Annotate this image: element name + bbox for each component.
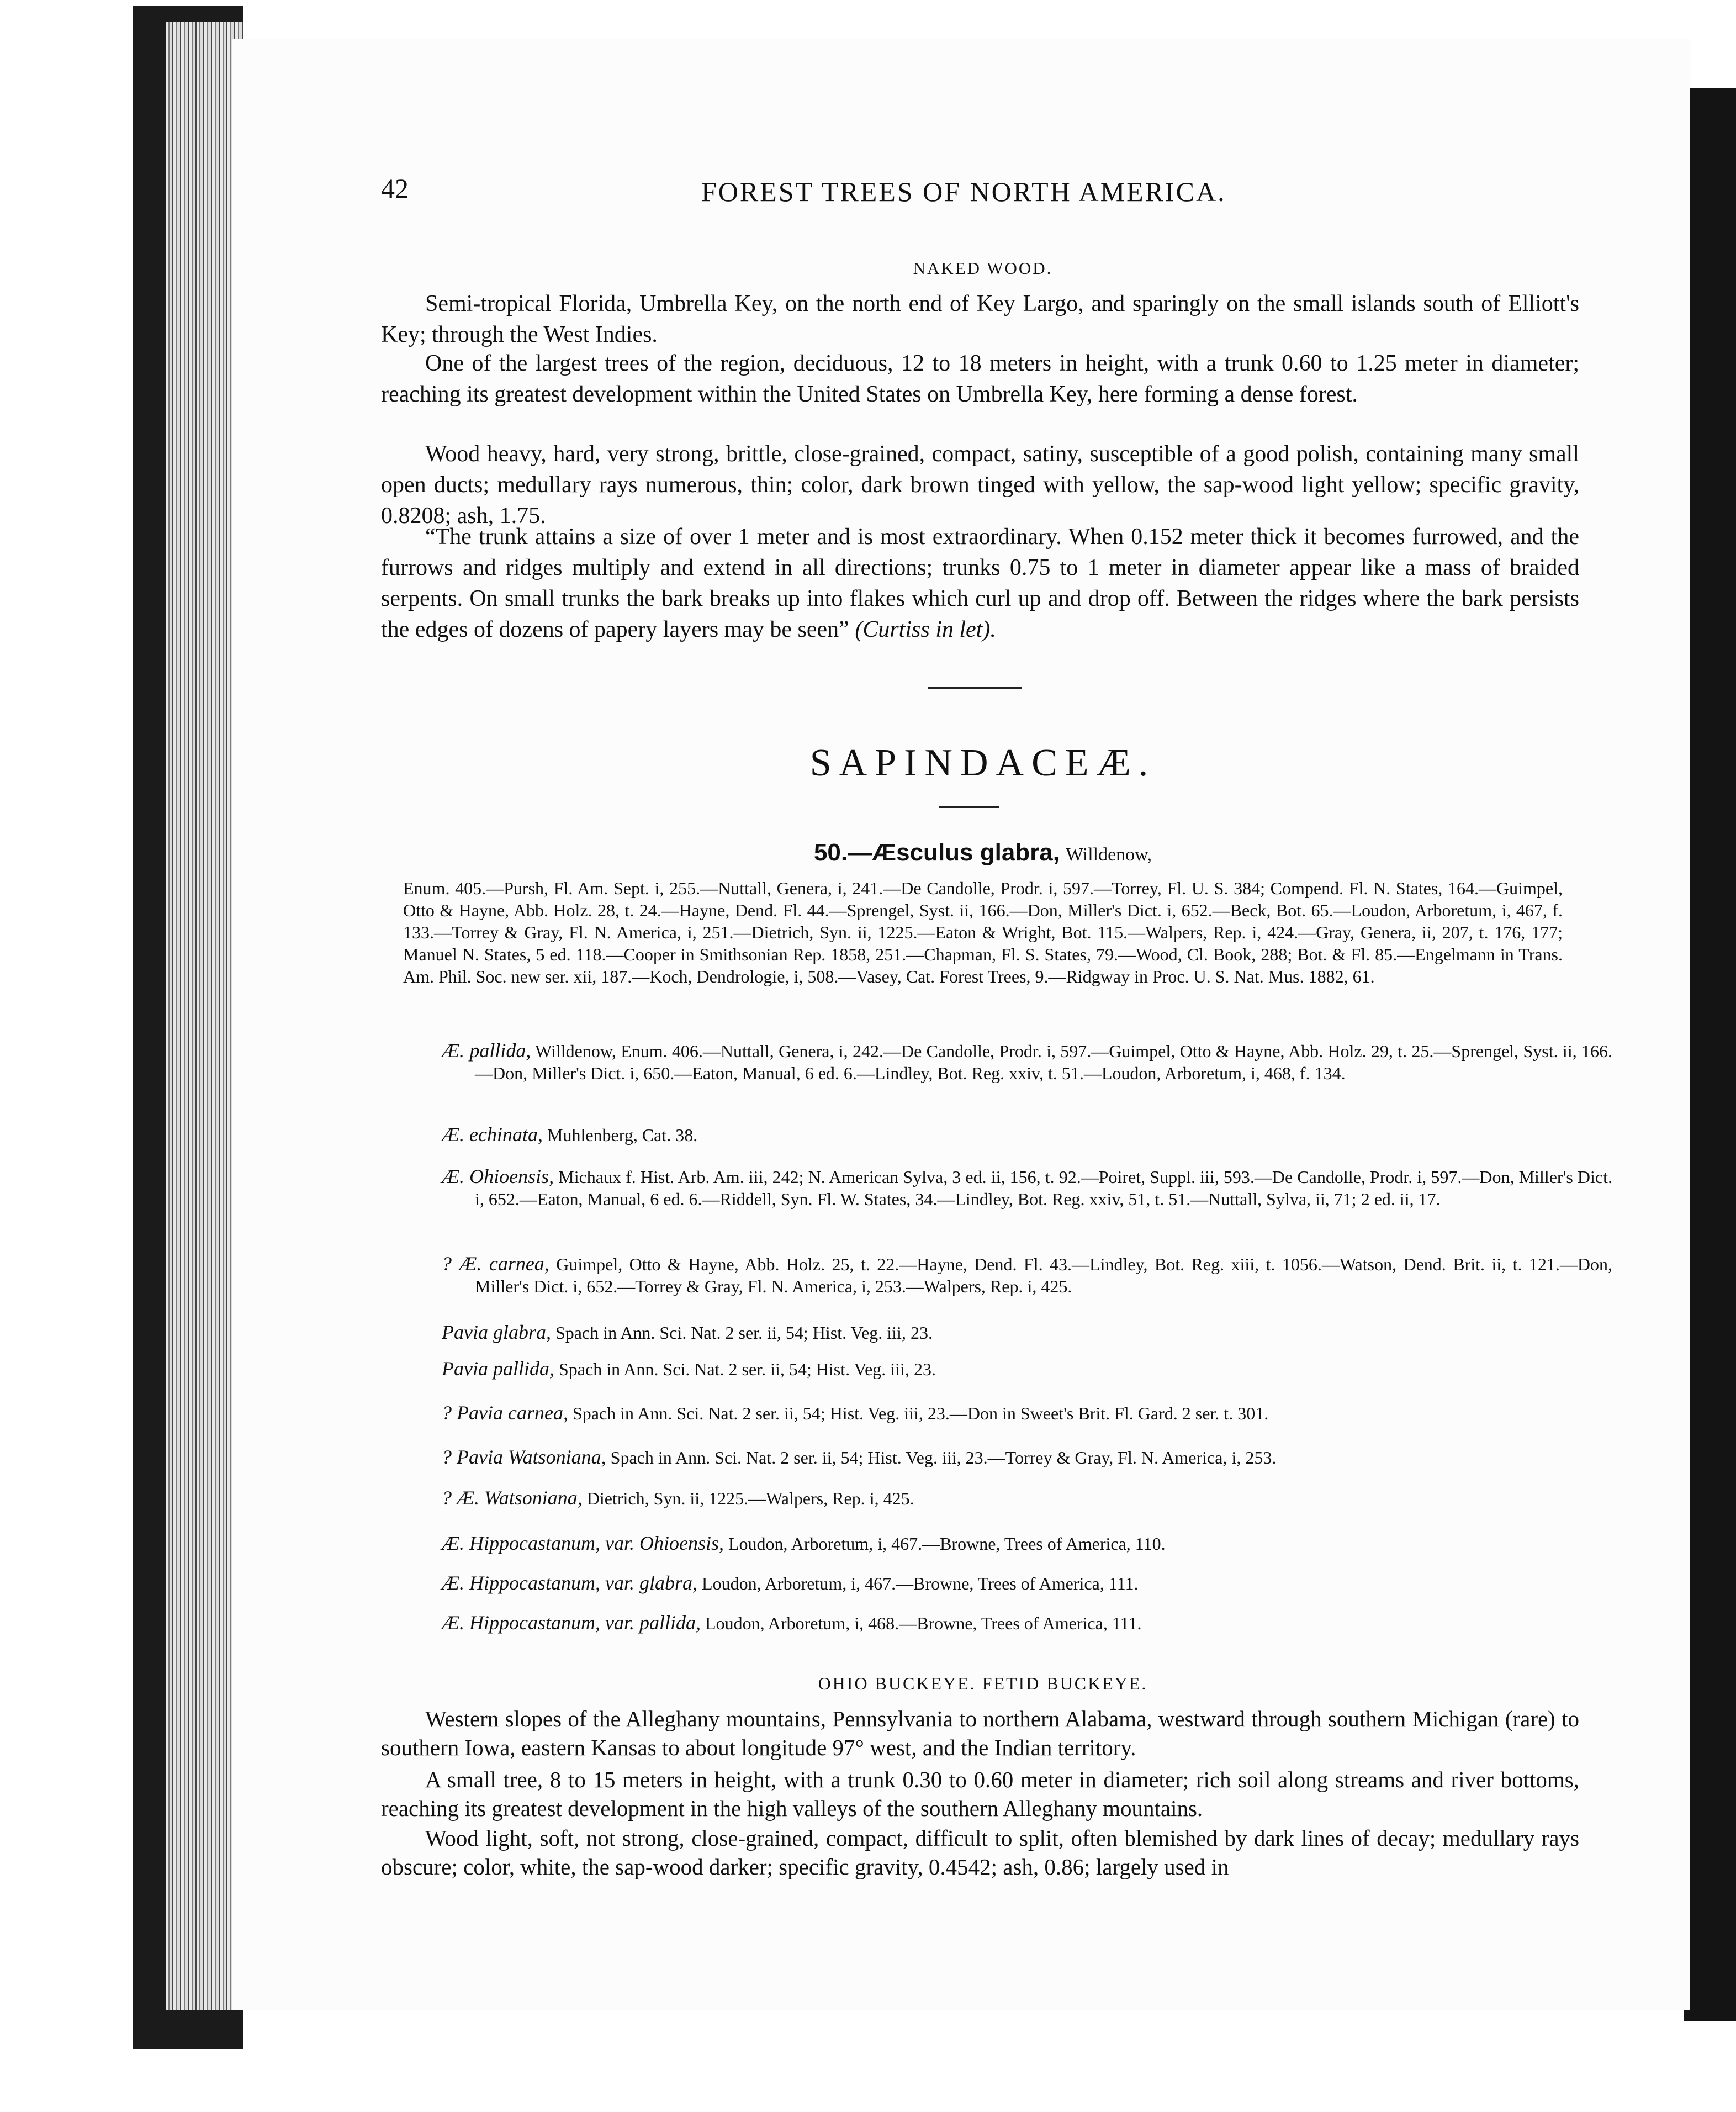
- paragraph-quote: [381, 521, 1579, 645]
- synonym-entry: [442, 1402, 1579, 1424]
- family-heading: SAPINDACEÆ.: [809, 742, 1156, 784]
- synonym-citation: Willdenow, Enum. 406.—Nuttall, Genera, i, 242.—De Candolle, Prodr. i, 597.—Guimpel, Otto & Hayne, Abb. Holz. 29, t. 25.—Sprengel, Syst. ii, 166.—Don, Miller's Dict. i, 650.—Eaton, Manual, 6 ed. 6.—Lindley, Bot. Reg. xxiv, t. 51.—Loudon, Arboretum, i, 468, f. 134.: [475, 1041, 1613, 1083]
- synonym-entry: [442, 1572, 1579, 1594]
- synonym-name: ? Æ. carnea,: [442, 1253, 549, 1275]
- paragraph-text: Wood light, soft, not strong, close-grained, compact, difficult to split, often blemished by dark lines of decay; medullary rays obscure; color, white, the sap-wood darker; specific gravity, 0.4542; ash, 0.86; largely used in: [381, 1825, 1579, 1879]
- synonym-entry: [442, 1446, 1579, 1469]
- paragraph-description: [381, 348, 1579, 410]
- synonym-entry: [442, 1487, 1579, 1509]
- synonym-name: Æ. Hippocastanum, var. pallida,: [442, 1612, 701, 1634]
- species-number-name: 50.—Æsculus glabra,: [813, 839, 1060, 866]
- synonym-citation: Loudon, Arboretum, i, 467.—Browne, Trees of America, 111.: [702, 1574, 1139, 1593]
- synonym-name: Æ. echinata,: [442, 1123, 543, 1145]
- citation: (Curtiss in let).: [855, 617, 996, 642]
- synonym-name: Æ. pallida,: [442, 1039, 531, 1062]
- paragraph-text: Wood heavy, hard, very strong, brittle, close-grained, compact, satiny, susceptible of a good polish, containing many small open ducts; medullary rays numerous, thin; color, dark brown tinged with yellow, the sap-wood light yellow; specific gravity, 0.8208; ash, 1.75.: [381, 441, 1579, 529]
- quote-text: “The trunk attains a size of over 1 meter and is most extraordinary. When 0.152 meter thick it becomes furrowed, and the furrows and ridges multiply and extend in all directions; trunks 0.75 to 1 meter in diameter appear like a mass of braided serpents. On small trunks the bark breaks up into flakes which curl up and drop off. Between the ridges where the bark persists the edges of dozens of papery layers may be seen”: [381, 524, 1579, 642]
- paragraph-text: Western slopes of the Alleghany mountains, Pennsylvania to northern Alabama, westward through southern Michigan (rare) to southern Iowa, eastern Kansas to about longitude 97° west, and the Indian territory.: [381, 1706, 1579, 1760]
- synonym-entry: [442, 1321, 1579, 1344]
- page-number: 42: [381, 173, 409, 204]
- synonym-entry: [442, 1253, 1612, 1297]
- paragraph-text: Semi-tropical Florida, Umbrella Key, on the north end of Key Largo, and sparingly on the small islands south of Elliott's Key; through the West Indies.: [381, 291, 1579, 347]
- references-text: Enum. 405.—Pursh, Fl. Am. Sept. i, 255.—Nuttall, Genera, i, 241.—De Candolle, Prodr. i, 597.—Torrey, Fl. U. S. 384; Compend. Fl. N. States, 164.—Guimpel, Otto & Hayne, Abb. Holz. 28, t. 24.—Hayne, Dend. Fl. 44.—Sprengel, Syst. ii, 166.—Don, Miller's Dict. i, 652.—Beck, Bot. 65.—Loudon, Arboretum, i, 467, f. 133.—Torrey & Gray, Fl. N. America, i, 251.—Dietrich, Syn. ii, 1225.—Eaton & Wright, Bot. 115.—Walpers, Rep. i, 424.—Gray, Genera, ii, 207, t. 176, 177; Manuel N. States, 5 ed. 118.—Cooper in Smithsonian Rep. 1858, 251.—Chapman, Fl. S. States, 79.—Wood, Cl. Book, 288; Bot. & Fl. 85.—Engelmann in Trans. Am. Phil. Soc. new ser. xii, 187.—Koch, Dendrologie, i, 508.—Vasey, Cat. Forest Trees, 9.—Ridgway in Proc. U. S. Nat. Mus. 1882, 61.: [403, 878, 1563, 986]
- common-name-heading: NAKED WOOD.: [913, 258, 1053, 278]
- synonym-name: ? Pavia Watsoniana,: [442, 1446, 606, 1468]
- page-edges: [166, 22, 243, 2010]
- family-rule: [939, 806, 999, 808]
- synonym-citation: Guimpel, Otto & Hayne, Abb. Holz. 25, t. 22.—Hayne, Dend. Fl. 43.—Lindley, Bot. Reg. xiii, t. 1056.—Watson, Dend. Brit. ii, t. 121.—Don, Miller's Dict. i, 652.—Torrey & Gray, Fl. N. America, i, 253.—Walpers, Rep. i, 425.: [475, 1254, 1613, 1296]
- synonym-citation: Muhlenberg, Cat. 38.: [547, 1125, 698, 1145]
- synonym-name: Pavia pallida,: [442, 1358, 554, 1380]
- common-names-heading: OHIO BUCKEYE. FETID BUCKEYE.: [818, 1673, 1148, 1693]
- synonym-entry: [442, 1358, 1579, 1380]
- synonym-citation: Spach in Ann. Sci. Nat. 2 ser. ii, 54; Hist. Veg. iii, 23.: [555, 1323, 933, 1343]
- synonym-entry: [442, 1612, 1579, 1634]
- synonym-citation: Loudon, Arboretum, i, 468.—Browne, Trees of America, 111.: [705, 1613, 1142, 1633]
- running-title: FOREST TREES OF NORTH AMERICA.: [701, 176, 1226, 207]
- species-title: [381, 838, 1585, 867]
- paragraph-text: A small tree, 8 to 15 meters in height, with a trunk 0.30 to 0.60 meter in diameter; rich soil along streams and river bottoms, reaching its greatest development in the high valleys of the southern Alleghany mountains.: [381, 1767, 1579, 1821]
- synonym-citation: Spach in Ann. Sci. Nat. 2 ser. ii, 54; Hist. Veg. iii, 23.—Don in Sweet's Brit. Fl. Gard. 2 ser. t. 301.: [572, 1403, 1269, 1423]
- synonym-citation: Spach in Ann. Sci. Nat. 2 ser. ii, 54; Hist. Veg. iii, 23.—Torrey & Gray, Fl. N. America, i, 253.: [610, 1448, 1277, 1467]
- section-divider: [928, 687, 1022, 689]
- synonym-name: Æ. Ohioensis,: [442, 1165, 554, 1187]
- synonym-citation: Loudon, Arboretum, i, 467.—Browne, Trees of America, 110.: [728, 1534, 1166, 1554]
- paragraph-description: [381, 1765, 1579, 1823]
- paragraph-range: [381, 288, 1579, 350]
- synonym-entry: [442, 1165, 1612, 1210]
- species-author: Willdenow,: [1066, 844, 1152, 865]
- synonym-entry: [442, 1123, 1579, 1146]
- paragraph-range: [381, 1704, 1579, 1762]
- synonym-citation: Dietrich, Syn. ii, 1225.—Walpers, Rep. i, 425.: [586, 1488, 914, 1508]
- paragraph-wood: [381, 1824, 1579, 1881]
- synonym-name: Æ. Hippocastanum, var. glabra,: [442, 1572, 698, 1594]
- synonym-name: ? Pavia carnea,: [442, 1402, 568, 1424]
- synonym-entry: [442, 1039, 1612, 1084]
- synonym-entry: [442, 1532, 1579, 1555]
- paragraph-text: One of the largest trees of the region, deciduous, 12 to 18 meters in height, with a trunk 0.60 to 1.25 meter in diameter; reaching its greatest development within the United States on Umbrella Key, here forming a dense forest.: [381, 351, 1579, 407]
- paragraph-wood: [381, 439, 1579, 531]
- synonym-name: Æ. Hippocastanum, var. Ohioensis,: [442, 1532, 724, 1554]
- book-edge-right: [1684, 88, 1736, 2021]
- synonym-citation: Spach in Ann. Sci. Nat. 2 ser. ii, 54; Hist. Veg. iii, 23.: [558, 1359, 936, 1379]
- synonym-name: Pavia glabra,: [442, 1321, 551, 1343]
- species-references: [403, 877, 1563, 988]
- synonym-name: ? Æ. Watsoniana,: [442, 1487, 583, 1509]
- synonym-citation: Michaux f. Hist. Arb. Am. iii, 242; N. American Sylva, 3 ed. ii, 156, t. 92.—Poiret, Suppl. iii, 593.—De Candolle, Prodr. i, 597.—Don, Miller's Dict. i, 652.—Eaton, Manual, 6 ed. 6.—Riddell, Syn. Fl. W. States, 34.—Lindley, Bot. Reg. xxiv, 51, t. 51.—Nuttall, Sylva, ii, 71; 2 ed. ii, 17.: [475, 1167, 1613, 1209]
